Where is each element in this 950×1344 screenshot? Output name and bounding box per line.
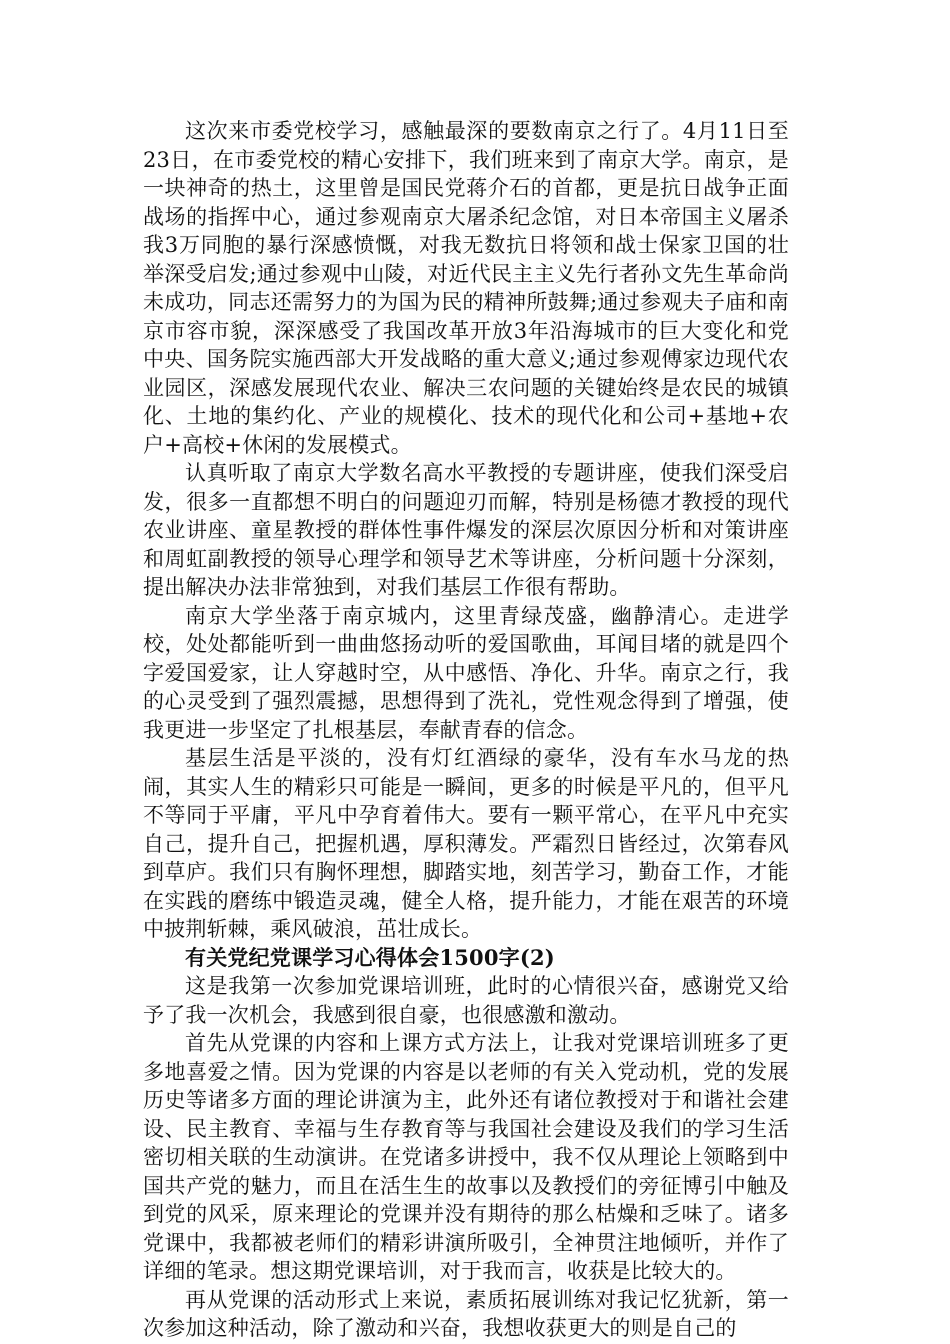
document-page (143, 117, 789, 1343)
paragraph-6: 首先从党课的内容和上课方式方法上，让我对党课培训班多了更多地喜爱之情。因为党课的内容是以老师的有关入党动机，党的发展历史等诸多方面的理论讲演为主，此外还有诸位教授对于和谐社会建设、民主教育、幸福与生存教育等与我国社会建设及我们的学习生活密切相关联的生动演讲。在党诸多讲授中，我不仅从理论上领略到中国共产党的魅力，而且在活生生的故事以及教授们的旁征博引中触及到党的风采，原来理论的党课并没有期待的那么枯燥和乏味了。诸多党课中，我都被老师们的精彩讲演所吸引，全神贯注地倾听，并作了详细的笔录。想这期党课培训，对于我而言，收获是比较大的。 (143, 1031, 789, 1283)
paragraph-4: 基层生活是平淡的，没有灯红酒绿的豪华，没有车水马龙的热闹，其实人生的精彩只可能是一瞬间，更多的时候是平凡的，但平凡不等同于平庸，平凡中孕育着伟大。要有一颗平常心，在平凡中充实自己，提升自己，把握机遇，厚积薄发。严霜烈日皆经过，次第春风到草庐。我们只有胸怀理想，脚踏实地，刻苦学习，勤奋工作，才能在实践的磨练中锻造灵魂，健全人格，提升能力，才能在艰苦的环境中披荆斩棘，乘风破浪，茁壮成长。 (143, 746, 789, 941)
paragraph-5: 这是我第一次参加党课培训班，此时的心情很兴奋，感谢党又给予了我一次机会，我感到很自豪，也很感激和激动。 (143, 974, 789, 1027)
paragraph-3: 南京大学坐落于南京城内，这里青绿茂盛，幽静清心。走进学校，处处都能听到一曲曲悠扬动听的爱国歌曲，耳闻目堵的就是四个字爱国爱家，让人穿越时空，从中感悟、净化、升华。南京之行，我的心灵受到了强烈震撼，思想得到了洗礼，党性观念得到了增强，使我更进一步坚定了扎根基层，奉献青春的信念。 (143, 603, 789, 742)
paragraph-7: 再从党课的活动形式上来说，素质拓展训练对我记忆犹新，第一次参加这种活动，除了激动和兴奋，我想收获更大的则是自己的 (143, 1287, 789, 1340)
section-heading: 有关党纪党课学习心得体会1500字(2) (185, 944, 555, 970)
paragraph-2: 认真听取了南京大学数名高水平教授的专题讲座，使我们深受启发，很多一直都想不明白的问题迎刃而解，特别是杨德才教授的现代农业讲座、童星教授的群体性事件爆发的深层次原因分析和对策讲座和周虹副教授的领导心理学和领导艺术等讲座，分析问题十分深刻，提出解决办法非常独到，对我们基层工作很有帮助。 (143, 461, 789, 599)
paragraph-1: 这次来市委党校学习，感触最深的要数南京之行了。4月11日至23日，在市委党校的精心安排下，我们班来到了南京大学。南京，是一块神奇的热土，这里曾是国民党蒋介石的首都，更是抗日战争正面战场的指挥中心，通过参观南京大屠杀纪念馆，对日本帝国主义屠杀我3万同胞的暴行深感愤慨，对我无数抗日将领和战士保家卫国的壮举深受启发;通过参观中山陵，对近代民主主义先行者孙文先生革命尚未成功，同志还需努力的为国为民的精神所鼓舞;通过参观夫子庙和南京市容市貌，深深感受了我国改革开放3年沿海城市的巨大变化和党中央、国务院实施西部大开发战略的重大意义;通过参观傅家边现代农业园区，深感发展现代农业、解决三农问题的关键始终是农民的城镇化、土地的集约化、产业的规模化、技术的现代化和公司+基地+农户+高校+休闲的发展模式。 (143, 119, 789, 457)
